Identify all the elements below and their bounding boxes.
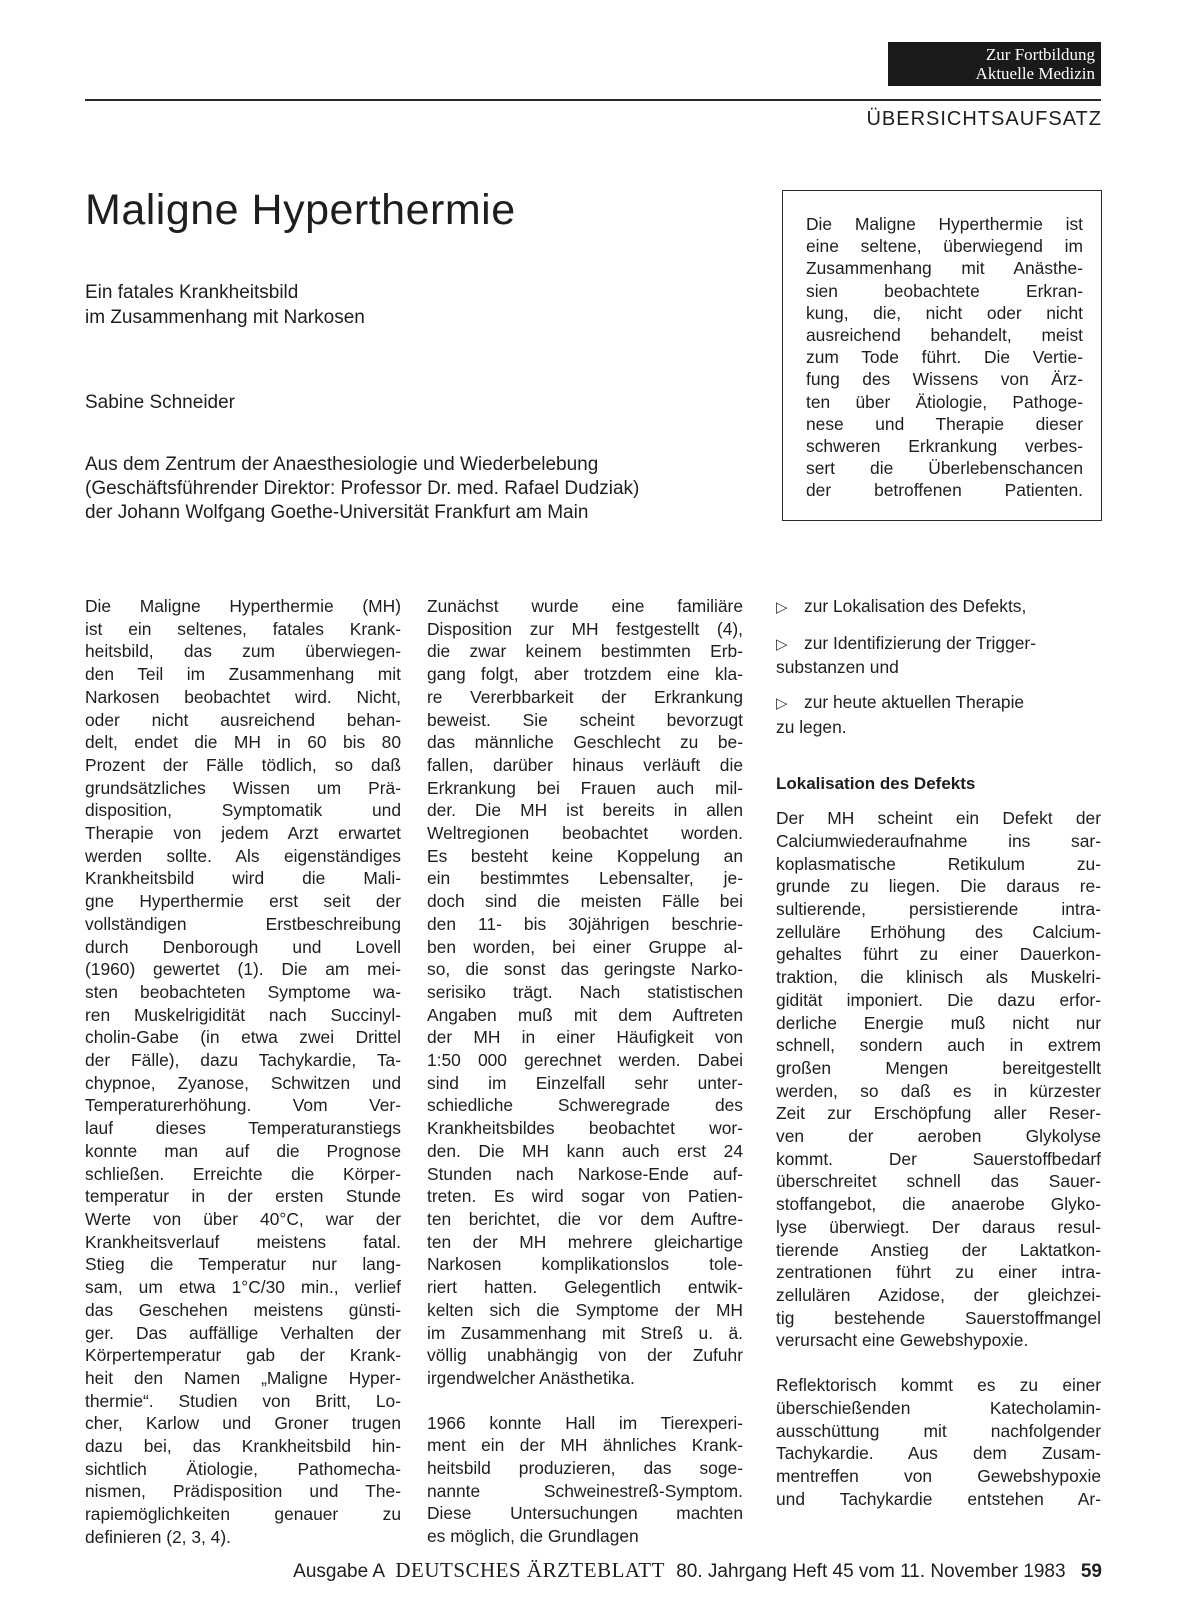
body-text-line: ben worden, bei einer Gruppe al- <box>427 936 743 957</box>
abstract-box <box>782 190 1102 521</box>
header-rule <box>85 99 1101 101</box>
body-text-line: gehaltes führt zu einer Dauerkon- <box>776 944 1101 965</box>
body-text-line: es möglich, die Grundlagen <box>427 1526 639 1547</box>
bullet-item <box>776 595 1101 620</box>
body-text-line: Stunden nach Narkose-Ende auf- <box>427 1163 743 1184</box>
body-text-line: (1960) gewertet (1). Die am mei- <box>85 959 401 980</box>
body-text-line: Der MH scheint ein Defekt der <box>776 808 1101 829</box>
body-text-line: 1:50 000 gerechnet werden. Dabei <box>427 1050 743 1071</box>
body-text-line: sichtlich Ätiologie, Pathomecha- <box>85 1458 401 1479</box>
triangle-bullet-icon: ▷ <box>776 599 788 616</box>
body-text-line: so, die sonst das geringste Narko- <box>427 959 743 980</box>
body-text-line: der MH in einer Häufigkeit von <box>427 1027 743 1048</box>
body-text-line: vollständigen Erstbeschreibung <box>85 913 401 934</box>
bullet-line <box>776 691 1101 716</box>
body-text-line: Körpertemperatur gab der Krank- <box>85 1345 401 1366</box>
paragraph-gap <box>776 679 1101 691</box>
paragraph-gap <box>776 739 1101 751</box>
bullet-text: zur Identifizierung der Trigger- <box>804 632 1036 653</box>
body-text-line: thermie“. Studien von Britt, Lo- <box>85 1390 401 1411</box>
abstract-line: schweren Erkrankung verbes- <box>806 436 1083 457</box>
body-text-line: heitsbild produzieren, das soge- <box>427 1458 743 1479</box>
body-text-line: Narkosen komplikationslos tole- <box>427 1254 743 1275</box>
body-text-line: delt, endet die MH in 60 bis 80 <box>85 732 401 753</box>
body-text-line: schließen. Erreichte die Körper- <box>85 1163 401 1184</box>
abstract-line: sien beobachtete Erkran- <box>806 280 1083 301</box>
abstract-line: ten über Ätiologie, Pathoge- <box>806 391 1083 412</box>
body-text-line: tig bestehende Sauerstoffmangel <box>776 1307 1101 1328</box>
body-text-line: Die Maligne Hyperthermie (MH) <box>85 596 401 616</box>
body-text-line: rapiemöglichkeiten genauer zu <box>85 1504 401 1525</box>
abstract-line: eine seltene, überwiegend im <box>806 236 1083 257</box>
footer-journal-name: DEUTSCHES ÄRZTEBLATT <box>395 1558 665 1582</box>
body-column-2 <box>427 595 743 1548</box>
page-footer <box>85 1558 1102 1583</box>
body-text-line: heitsbild, das zum überwiegen- <box>85 641 401 662</box>
body-text-line: werden, so daß es in kürzester <box>776 1080 1101 1101</box>
abstract-line: zum Tode führt. Die Vertie- <box>806 347 1083 368</box>
body-text-line: den 11- bis 30jährigen beschrie- <box>427 913 743 934</box>
footer-issue: 80. Jahrgang Heft 45 vom 11. November 1983 <box>676 1561 1066 1582</box>
paragraph-gap <box>427 1390 743 1412</box>
body-text-line: temperatur in der ersten Stunde <box>85 1186 401 1207</box>
body-text-line: cholin-Gabe (in etwa zwei Drittel <box>85 1027 401 1048</box>
body-text-line: werden sollte. Als eigenständiges <box>85 845 401 866</box>
category-badge <box>888 42 1101 86</box>
bullet-text: substanzen und <box>776 657 899 678</box>
bullet-text: zur heute aktuellen Therapie <box>804 692 1025 713</box>
badge-line-2: Aktuelle Medizin <box>975 64 1095 83</box>
body-text-line: ren Muskelrigidität nach Succinyl- <box>85 1004 401 1025</box>
body-text-line: im Zusammenhang mit Streß u. ä. <box>427 1322 743 1343</box>
body-text-line: 1966 konnte Hall im Tierexperi- <box>427 1412 743 1433</box>
body-text-line: das männliche Geschlecht zu be- <box>427 732 743 753</box>
abstract-line: Zusammenhang mit Anästhe- <box>806 258 1083 279</box>
subtitle-line-1: Ein fatales Krankheitsbild <box>85 282 299 303</box>
body-text-line: zelluläre Erhöhung des Calcium- <box>776 921 1101 942</box>
abstract-line: fung des Wissens von Ärz- <box>806 369 1083 390</box>
body-text-line: großen Mengen bereitgestellt <box>776 1057 1101 1078</box>
body-text-line: Krankheitsverlauf meistens fatal. <box>85 1231 401 1252</box>
body-text-line: das Geschehen meistens günsti- <box>85 1299 401 1320</box>
body-text-line: den Teil im Zusammenhang mit <box>85 664 401 685</box>
bullet-text: zu legen. <box>776 716 847 737</box>
body-text-line: Prozent der Fälle tödlich, so daß <box>85 754 401 775</box>
body-text-line: Calciumwiederaufnahme ins sar- <box>776 830 1101 851</box>
affiliation-line-2: (Geschäftsführender Direktor: Professor Dr. med. Rafael Dudziak) <box>85 478 640 499</box>
bullet-item <box>776 691 1101 738</box>
body-text-line: irgendwelcher Anästhetika. <box>427 1367 635 1388</box>
body-text-line: überschreitet schnell das Sauer- <box>776 1171 1101 1192</box>
body-text-line: gang folgt, aber trotzdem eine kla- <box>427 664 743 685</box>
body-text-line: verursacht eine Gewebshypoxie. <box>776 1330 1029 1351</box>
body-text-line: cher, Karlow und Groner trugen <box>85 1413 401 1434</box>
body-text-line: ten der MH mehrere gleichartige <box>427 1231 743 1252</box>
body-text-line: re Vererbbarkeit der Erkrankung <box>427 686 743 707</box>
body-column-1 <box>85 595 401 1549</box>
article-subtitle <box>85 280 365 330</box>
bullet-text: zur Lokalisation des Defekts, <box>804 596 1027 616</box>
body-text-line: gne Hyperthermie erst seit der <box>85 891 401 912</box>
body-text-line: völlig unabhängig von der Zufuhr <box>427 1345 743 1366</box>
section-heading: Lokalisation des Defekts <box>776 773 976 793</box>
footer-edition: Ausgabe A <box>293 1561 385 1582</box>
affiliation-line-3: der Johann Wolfgang Goethe-Universität Frankfurt am Main <box>85 502 589 523</box>
body-text-line: sultierende, persistierende intra- <box>776 899 1101 920</box>
affiliation-line-1: Aus dem Zentrum der Anaesthesiologie und Wiederbelebung <box>85 454 599 475</box>
paragraph-gap <box>776 620 1101 632</box>
body-text-line: Disposition zur MH festgestellt (4), <box>427 618 743 639</box>
bullet-line <box>776 716 1101 739</box>
body-text-line: durch Denborough und Lovell <box>85 936 401 957</box>
body-text-line: ten berichtet, die vor dem Auftre- <box>427 1208 743 1229</box>
body-text-line: kelten sich die Symptome der MH <box>427 1299 743 1320</box>
body-text-line: Zeit zur Erschöpfung aller Reser- <box>776 1103 1101 1124</box>
body-text-line: ven der aeroben Glykolyse <box>776 1126 1101 1147</box>
body-text-line: die zwar keinem bestimmten Erb- <box>427 641 743 662</box>
bullet-line <box>776 656 1101 679</box>
body-text-line: koplasmatische Retikulum zu- <box>776 853 1101 874</box>
author-name: Sabine Schneider <box>85 392 235 413</box>
body-text-line: zentrationen führt zu einer intra- <box>776 1262 1101 1283</box>
paragraph-gap <box>776 751 1101 773</box>
body-text-line: ein bestimmtes Lebensalter, je- <box>427 868 743 889</box>
abstract-line: kung, die, nicht oder nicht <box>806 302 1083 323</box>
body-text-line: Diese Untersuchungen machten <box>427 1503 743 1524</box>
author-affiliation <box>85 453 639 525</box>
body-text-line: der. Die MH ist bereits in allen <box>427 800 743 821</box>
body-text-line: ger. Das auffällige Verhalten der <box>85 1322 401 1343</box>
body-text-line: sind im Einzelfall sehr unter- <box>427 1072 743 1093</box>
abstract-line: der betroffenen Patienten. <box>806 480 1083 501</box>
body-text-line: schnell, sondern auch in extrem <box>776 1035 1101 1056</box>
triangle-bullet-icon: ▷ <box>776 635 788 653</box>
body-text-line: Reflektorisch kommt es zu einer <box>776 1375 1101 1396</box>
body-text-line: nannte Schweinestreß-Symptom. <box>427 1480 743 1501</box>
body-text-line: Angaben muß mit dem Auftreten <box>427 1004 743 1025</box>
body-text-line: mentreffen von Gewebshypoxie <box>776 1465 1101 1486</box>
body-text-line: doch sind die meisten Fälle bei <box>427 891 743 912</box>
body-text-line: der Fälle), dazu Tachykardie, Ta- <box>85 1050 401 1071</box>
body-text-line: sten beobachteten Symptome wa- <box>85 981 401 1002</box>
body-text-line: definieren (2, 3, 4). <box>85 1526 231 1547</box>
body-text-line: derliche Energie muß nicht nur <box>776 1012 1101 1033</box>
body-text-line: Krankheitsbild wird die Mali- <box>85 868 401 889</box>
body-text-line: kommt. Der Sauerstoffbedarf <box>776 1148 1101 1169</box>
body-text-line: ment ein der MH ähnliches Krank- <box>427 1435 743 1456</box>
badge-line-1: Zur Fortbildung <box>985 45 1095 64</box>
body-text-line: Therapie von jedem Arzt erwartet <box>85 823 401 844</box>
body-text-line: ausschüttung mit nachfolgender <box>776 1420 1101 1441</box>
body-text-line: Werte von über 40°C, war der <box>85 1208 401 1229</box>
body-text-line: überschießenden Katecholamin- <box>776 1397 1101 1418</box>
body-text-line: Temperaturerhöhung. Vom Ver- <box>85 1095 401 1116</box>
body-text-line: und Tachykardie entstehen Ar- <box>776 1488 1101 1509</box>
body-text-line: tierende Anstieg der Laktatkon- <box>776 1239 1101 1260</box>
body-text-line: heit den Namen „Maligne Hyper- <box>85 1367 401 1388</box>
body-text-line: Krankheitsbildes beobachtet wor- <box>427 1118 743 1139</box>
abstract-line: nese und Therapie dieser <box>806 413 1083 434</box>
body-text-line: nismen, Prädisposition und The- <box>85 1481 401 1502</box>
body-text-line: konnte man auf die Prognose <box>85 1140 401 1161</box>
body-text-line: zellulären Azidose, der gleichzei- <box>776 1284 1101 1305</box>
body-text-line: sam, um etwa 1°C/30 min., verlief <box>85 1277 401 1298</box>
body-text-line: dazu bei, das Krankheitsbild hin- <box>85 1436 401 1457</box>
article-title: Maligne Hyperthermie <box>85 186 516 234</box>
body-text-line: Tachykardie. Aus dem Zusam- <box>776 1443 1101 1464</box>
paragraph-gap <box>776 795 1101 807</box>
body-text-line: gidität imponiert. Die dazu erfor- <box>776 989 1101 1010</box>
abstract-line: ausreichend behandelt, meist <box>806 325 1083 346</box>
body-text-line: riert hatten. Gelegentlich entwik- <box>427 1277 743 1298</box>
body-text-line: lauf dieses Temperaturanstiegs <box>85 1118 401 1139</box>
body-text-line: stoffangebot, die anaerobe Glyko- <box>776 1194 1101 1215</box>
abstract-line: sert die Überlebenschancen <box>806 458 1083 479</box>
body-text-line: chypnoe, Zyanose, Schwitzen und <box>85 1072 401 1093</box>
body-text-line: den. Die MH kann auch erst 24 <box>427 1140 743 1161</box>
body-text-line: Stieg die Temperatur nur lang- <box>85 1254 401 1275</box>
page-number: 59 <box>1080 1561 1102 1582</box>
bullet-line <box>776 595 1101 620</box>
body-text-line: disposition, Symptomatik und <box>85 800 401 821</box>
body-text-line: Zunächst wurde eine familiäre <box>427 596 743 616</box>
section-label: ÜBERSICHTSAUFSATZ <box>866 108 1102 130</box>
body-text-line: grundsätzliches Wissen um Prä- <box>85 777 401 798</box>
body-text-line: serisiko trägt. Nach statistischen <box>427 981 743 1002</box>
body-text-line: oder nicht ausreichend behan- <box>85 709 401 730</box>
subtitle-line-2: im Zusammenhang mit Narkosen <box>85 307 365 328</box>
body-text-line: Es besteht keine Koppelung an <box>427 845 743 866</box>
body-text-line: Erkrankung bei Frauen auch mil- <box>427 777 743 798</box>
body-text-line: fallen, darüber hinaus verläuft die <box>427 754 743 775</box>
triangle-bullet-icon: ▷ <box>776 695 788 713</box>
paragraph-gap <box>776 1352 1101 1374</box>
bullet-item <box>776 632 1101 679</box>
body-text-line: grunde zu liegen. Die daraus re- <box>776 876 1101 897</box>
body-text-line: lyse überwiegt. Der daraus resul- <box>776 1216 1101 1237</box>
bullet-line <box>776 632 1101 657</box>
abstract-line: Die Maligne Hyperthermie ist <box>806 214 1083 234</box>
body-text-line: Narkosen beobachtet wird. Nicht, <box>85 686 401 707</box>
body-text-line: Weltregionen beobachtet worden. <box>427 823 743 844</box>
body-text-line: schiedliche Schweregrade des <box>427 1095 743 1116</box>
body-text-line: treten. Es wird sogar von Patien- <box>427 1186 743 1207</box>
body-text-line: ist ein seltenes, fatales Krank- <box>85 618 401 639</box>
body-text-line: traktion, die klinisch als Muskelri- <box>776 967 1101 988</box>
body-text-line: beweist. Sie scheint bevorzugt <box>427 709 743 730</box>
body-column-3 <box>776 595 1101 1510</box>
